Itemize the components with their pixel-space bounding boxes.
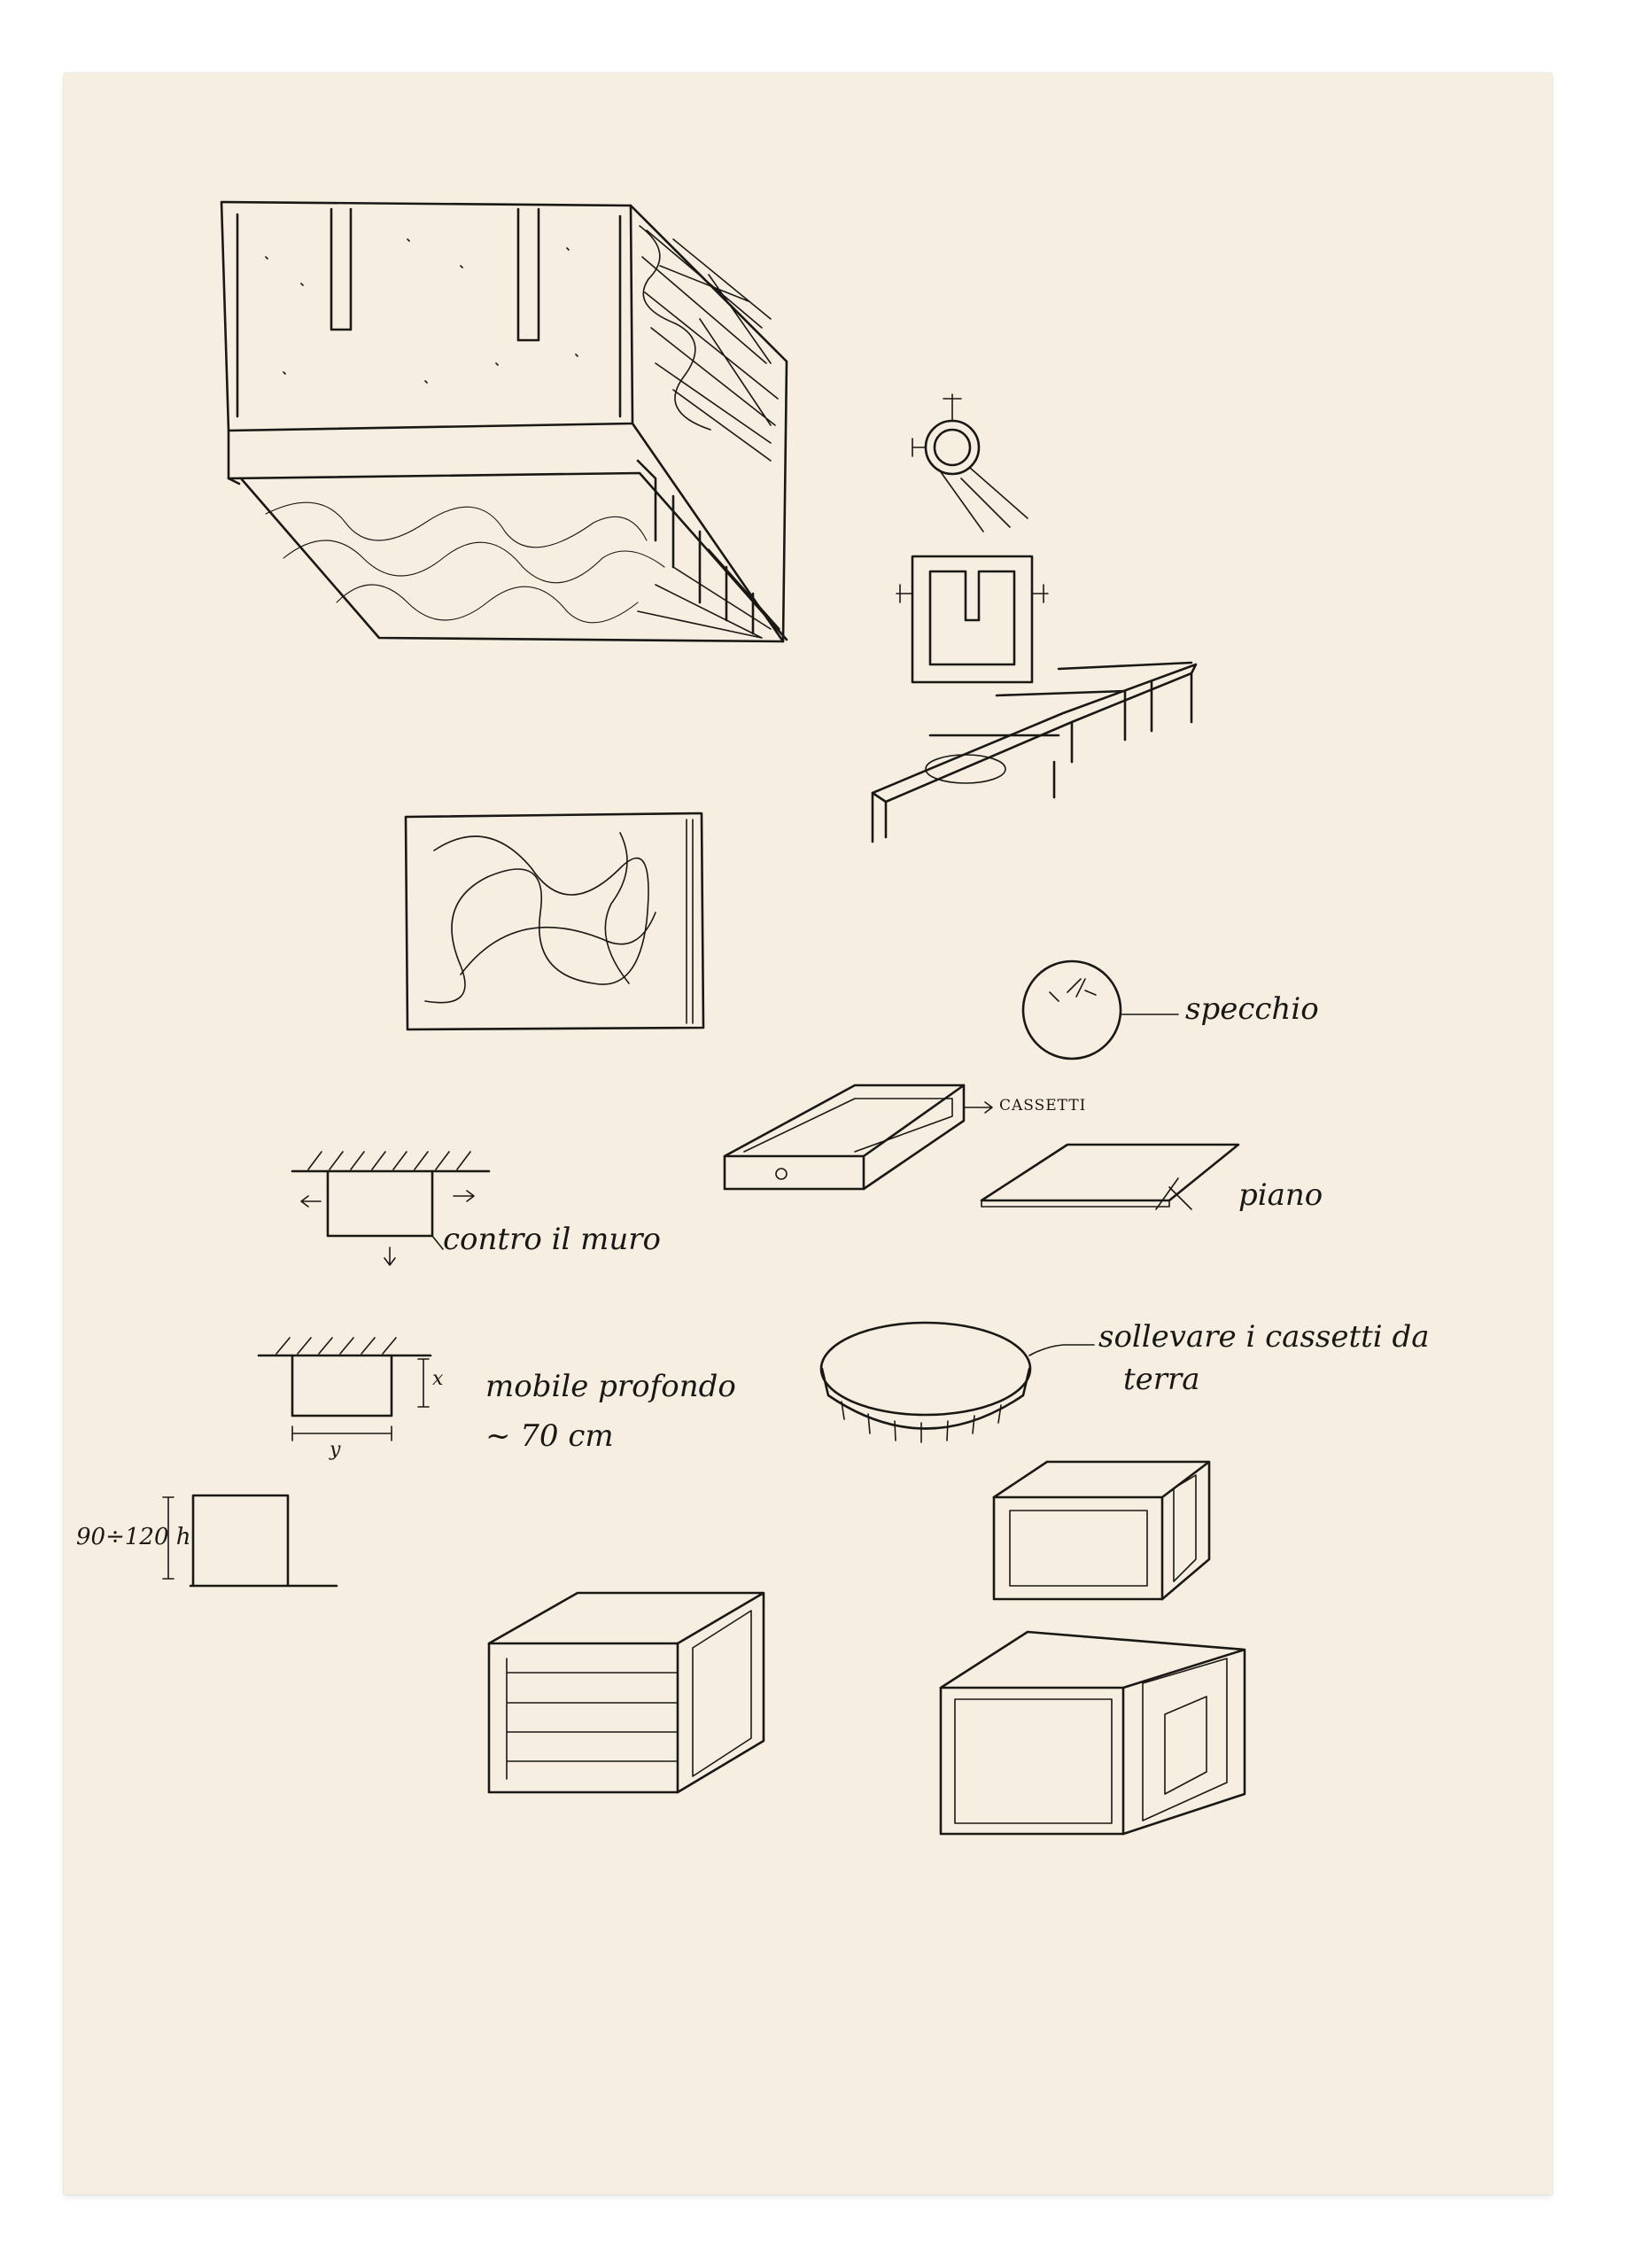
label-sollevare-line2: terra — [1123, 1362, 1200, 1397]
label-dim-y: y — [330, 1439, 341, 1461]
label-mobile-profondo: mobile profondo — [485, 1369, 736, 1404]
label-depth-70cm: ~ 70 cm — [485, 1418, 614, 1454]
drawer-sketch — [725, 1085, 992, 1189]
label-piano: piano — [1238, 1177, 1323, 1213]
fixture-detail-sketches — [896, 394, 1048, 682]
label-height-range: 90÷120 h — [76, 1524, 191, 1550]
open-side-cabinet-sketch — [941, 1632, 1245, 1834]
mirror-sketch — [1023, 961, 1178, 1059]
label-cassetti: CASSETTI — [999, 1097, 1087, 1115]
panel-sketch — [982, 1145, 1238, 1209]
label-specchio: specchio — [1185, 991, 1319, 1027]
modular-bench-sketch — [873, 663, 1196, 842]
chest-of-drawers-sketch — [489, 1593, 764, 1792]
room-perspective-sketch — [221, 202, 787, 641]
label-sollevare-line1: sollevare i cassetti da — [1098, 1319, 1430, 1355]
round-base-sketch — [821, 1323, 1094, 1442]
deep-cabinet-diagram — [259, 1338, 431, 1441]
open-box-sketch — [994, 1462, 1209, 1599]
framed-rug-sketch — [406, 813, 703, 1029]
label-contro-il-muro: contro il muro — [443, 1222, 662, 1257]
label-dim-x: x — [432, 1368, 444, 1390]
